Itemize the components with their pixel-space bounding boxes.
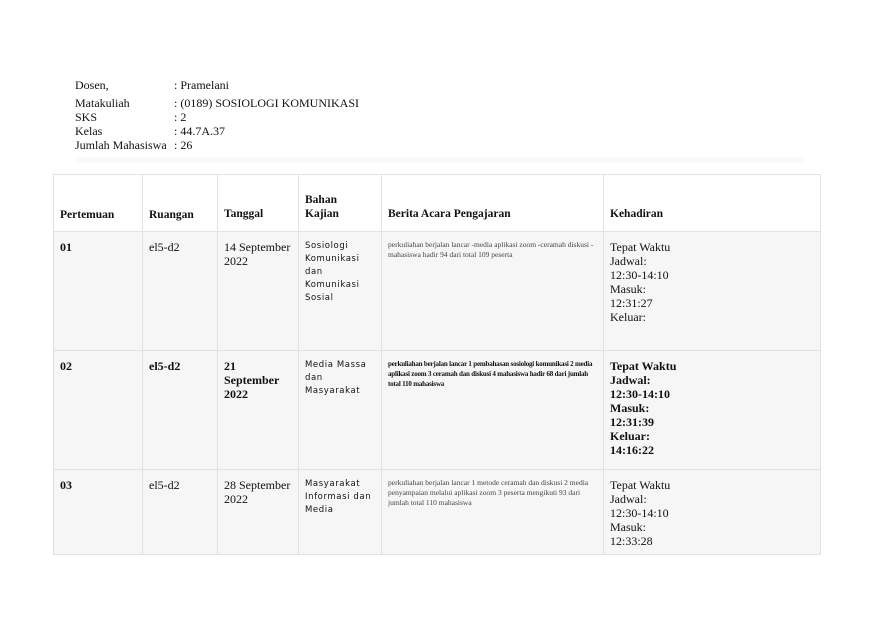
header-bahan-kajian-line1: Bahan <box>305 194 337 206</box>
table-row <box>54 232 821 351</box>
kehadiran-masuk-label: Masuk: <box>610 520 646 534</box>
divider <box>75 157 803 163</box>
kehadiran-jadwal-value: 12:30-14:10 <box>610 268 669 282</box>
row-berita-acara: perkuliahan berjalan lancar 1 metode ceramah dan diskusi 2 media penyampaian melalui aplikasi zoom 3 peserta mengikuti 93 dari jumlah total 110 mahasiswa <box>382 470 604 555</box>
kehadiran-masuk-value: 12:31:27 <box>610 296 653 310</box>
dosen-row <box>75 78 359 92</box>
kehadiran-status: Tepat Waktu <box>610 478 671 492</box>
kehadiran-masuk-value: 12:31:39 <box>610 415 654 429</box>
row-ruangan: el5-d2 <box>143 351 218 470</box>
kehadiran-keluar-label: Keluar: <box>610 429 650 443</box>
kelas-label: Kelas <box>75 124 103 138</box>
matakuliah-row <box>75 96 359 110</box>
kehadiran-jadwal-label: Jadwal: <box>610 373 651 387</box>
course-info <box>75 78 359 152</box>
row-pertemuan: 02 <box>54 351 143 470</box>
dosen-label: Dosen, <box>75 78 109 92</box>
table-header-row <box>54 175 821 232</box>
row-bahan-kajian: Masyarakat Informasi dan Media <box>299 470 382 555</box>
kehadiran-masuk-label: Masuk: <box>610 282 646 296</box>
sks-row <box>75 110 359 124</box>
row-ruangan: el5-d2 <box>143 470 218 555</box>
sks-label: SKS <box>75 110 98 124</box>
dosen-value: : Pramelani <box>174 78 229 92</box>
row-berita-acara: perkuliahan berjalan lancar -media aplikasi zoom -ceramah diskusi -mahasiswa hadir 94 dari total 109 peserta <box>382 232 604 351</box>
sks-value: : 2 <box>174 110 187 124</box>
kehadiran-jadwal-label: Jadwal: <box>610 254 647 268</box>
header-berita-acara: Berita Acara Pengajaran <box>382 175 604 232</box>
header-kehadiran: Kehadiran <box>604 175 821 232</box>
row-kehadiran <box>604 470 821 555</box>
header-bahan-kajian-line2: Kajian <box>305 208 339 220</box>
row-bahan-kajian: Sosiologi Komunikasi dan Komunikasi Sosial <box>299 232 382 351</box>
header-tanggal: Tanggal <box>218 175 299 232</box>
row-ruangan: el5-d2 <box>143 232 218 351</box>
table-row <box>54 351 821 470</box>
jumlah-mahasiswa-row <box>75 138 359 152</box>
kehadiran-jadwal-value: 12:30-14:10 <box>610 387 670 401</box>
row-tanggal: 28 September 2022 <box>218 470 299 555</box>
kelas-value: : 44.7A.37 <box>174 124 225 138</box>
header-bahan-kajian <box>299 175 382 232</box>
row-bahan-kajian: Media Massa dan Masyarakat <box>299 351 382 470</box>
row-tanggal: 14 September 2022 <box>218 232 299 351</box>
kehadiran-status: Tepat Waktu <box>610 240 671 254</box>
kehadiran-keluar-value: 14:16:22 <box>610 443 654 457</box>
table-row <box>54 470 821 555</box>
kehadiran-masuk-value: 12:33:28 <box>610 534 653 548</box>
kehadiran-status: Tepat Waktu <box>610 359 677 373</box>
jumlah-mahasiswa-label: Jumlah Mahasiswa <box>75 138 167 152</box>
jumlah-mahasiswa-value: : 26 <box>174 138 193 152</box>
kehadiran-jadwal-label: Jadwal: <box>610 492 647 506</box>
header-ruangan: Ruangan <box>143 175 218 232</box>
attendance-table <box>53 174 821 555</box>
row-berita-acara: perkuliahan berjalan lancar 1 pembahasan sosiologi komunikasi 2 media aplikasi zoom 3 ceramah dan diskusi 4 mahasiswa hadir 68 dari jumlah total 110 mahasiswa <box>382 351 604 470</box>
row-pertemuan: 01 <box>54 232 143 351</box>
kehadiran-masuk-label: Masuk: <box>610 401 650 415</box>
row-tanggal: 21 September 2022 <box>218 351 299 470</box>
header-pertemuan: Pertemuan <box>54 175 143 232</box>
row-pertemuan: 03 <box>54 470 143 555</box>
kelas-row <box>75 124 359 138</box>
row-kehadiran <box>604 232 821 351</box>
kehadiran-keluar-label: Keluar: <box>610 310 646 324</box>
matakuliah-label: Matakuliah <box>75 96 130 110</box>
row-kehadiran <box>604 351 821 470</box>
kehadiran-jadwal-value: 12:30-14:10 <box>610 506 669 520</box>
matakuliah-value: : (0189) SOSIOLOGI KOMUNIKASI <box>174 96 359 110</box>
